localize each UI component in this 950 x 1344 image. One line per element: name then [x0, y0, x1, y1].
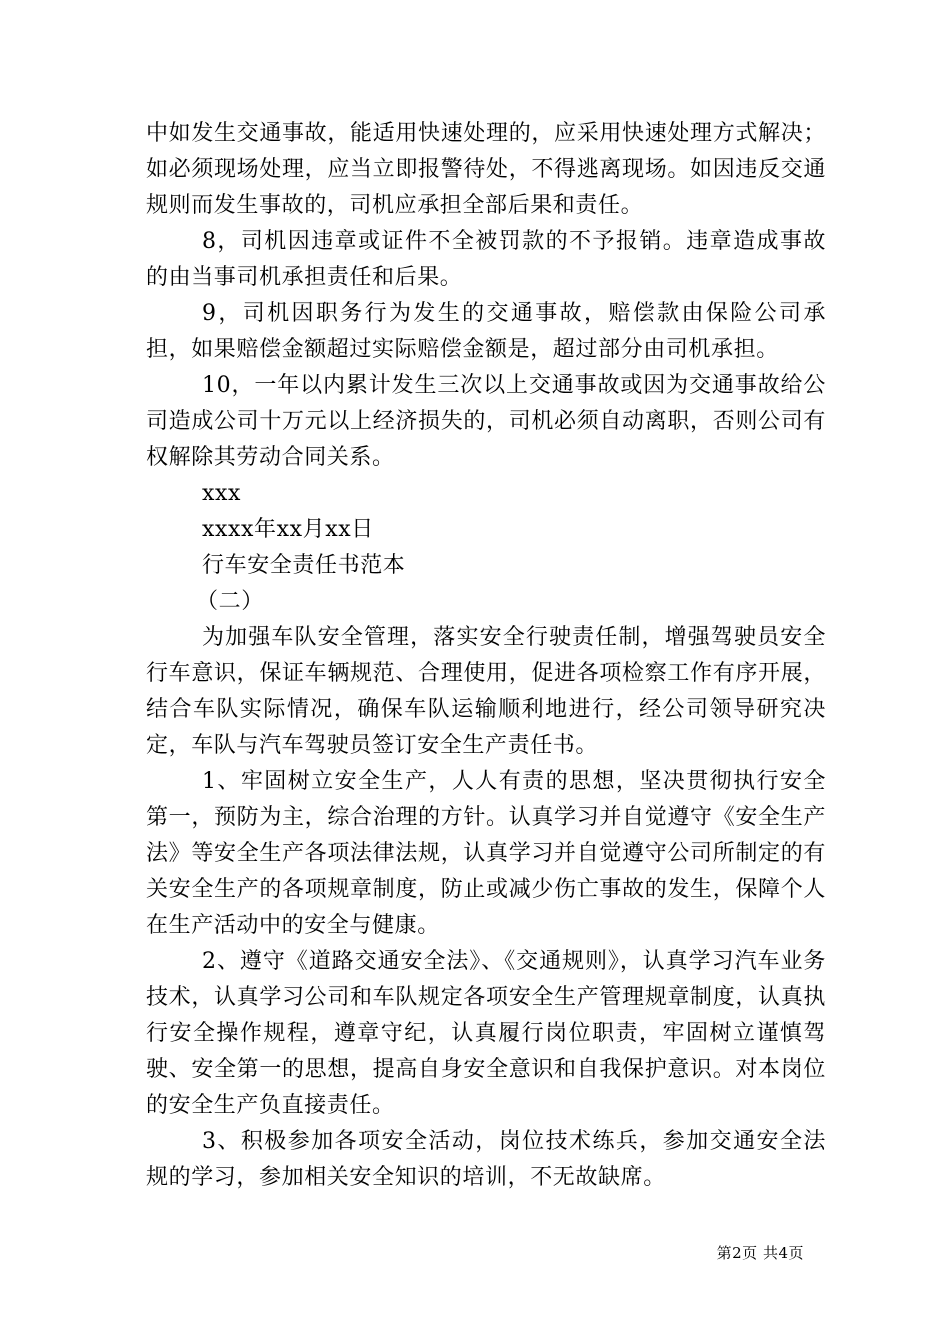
section-subtitle: （二）	[196, 589, 264, 614]
paragraph-clause-2: 2、遵守《道路交通安全法》、《交通规则》，认真学习汽车业务技术，认真学习公司和车队规定各项安全生产管理规章制度，认真执行安全操作规程，遵章守纪，认真履行岗位职责，牢固树立谨慎驾驶、安全第一的思想，提高自身安全意识和自我保护意识。对本岗位的安全生产负直接责任。	[146, 949, 826, 1118]
paragraph-item-9: 9，司机因职务行为发生的交通事故，赔偿款由保险公司承担，如果赔偿金额超过实际赔偿金额是，超过部分由司机承担。	[146, 301, 826, 362]
paragraph-clause-1: 1、牢固树立安全生产，人人有责的思想，坚决贯彻执行安全第一，预防为主，综合治理的方针。认真学习并自觉遵守《安全生产法》等安全生产各项法律法规，认真学习并自觉遵守公司所制定的有关安全生产的各项规章制度，防止或减少伤亡事故的发生，保障个人在生产活动中的安全与健康。	[146, 769, 826, 938]
section-title: 行车安全责任书范本	[202, 553, 406, 578]
paragraph-item-8: 8，司机因违章或证件不全被罚款的不予报销。违章造成事故的由当事司机承担责任和后果。	[146, 229, 826, 290]
paragraph-continuation: 中如发生交通事故，能适用快速处理的，应采用快速处理方式解决；如必须现场处理，应当立即报警待处，不得逃离现场。如因违反交通规则而发生事故的，司机应承担全部后果和责任。	[146, 121, 826, 218]
paragraph-item-10: 10，一年以内累计发生三次以上交通事故或因为交通事故给公司造成公司十万元以上经济损失的，司机必须自动离职，否则公司有权解除其劳动合同关系。	[146, 373, 826, 470]
signature-date: xxxx年xx月xx日	[202, 517, 374, 542]
paragraph-intro: 为加强车队安全管理，落实安全行驶责任制，增强驾驶员安全行车意识，保证车辆规范、合理使用，促进各项检察工作有序开展，结合车队实际情况，确保车队运输顺利地进行，经公司领导研究决定，车队与汽车驾驶员签订安全生产责任书。	[146, 625, 826, 758]
page-number: 第2页 共4页	[716, 1244, 804, 1262]
paragraph-clause-3: 3、积极参加各项安全活动，岗位技术练兵，参加交通安全法规的学习，参加相关安全知识的培训，不无故缺席。	[146, 1129, 826, 1190]
document-body	[146, 116, 826, 1196]
signature-name: xxx	[202, 481, 242, 506]
